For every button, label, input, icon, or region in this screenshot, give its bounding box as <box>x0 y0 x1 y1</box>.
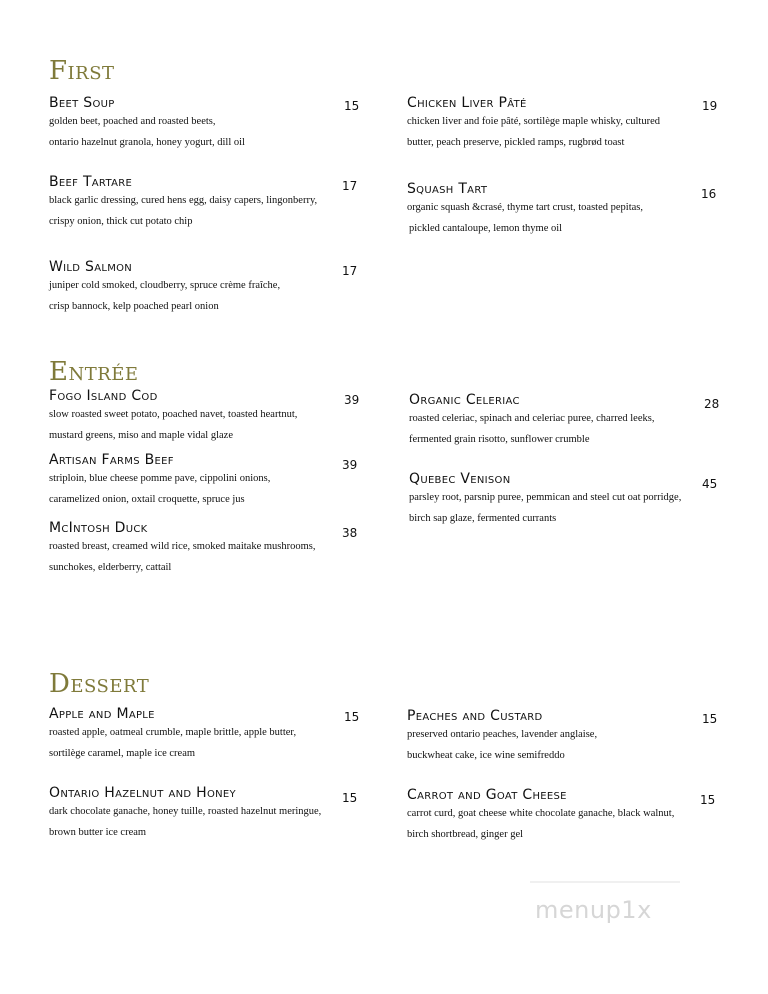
item-name: Wild Salmon <box>49 259 133 275</box>
menu-item <box>407 95 660 153</box>
item-desc-line: brown butter ice cream <box>49 827 147 838</box>
item-desc-line: crispy onion, thick cut potato chip <box>49 216 193 227</box>
item-name: Squash Tart <box>407 181 488 197</box>
item-name: Beet Soup <box>49 95 115 111</box>
item-desc-line: sortilège caramel, maple ice cream <box>49 748 196 759</box>
item-desc-line: caramelized onion, oxtail croquette, spruce jus <box>49 494 245 505</box>
item-price: 39 <box>344 393 360 407</box>
menu-item <box>409 392 654 450</box>
item-desc-line: crisp bannock, kelp poached pearl onion <box>49 301 219 312</box>
menu-item <box>407 181 643 239</box>
section-title-first: First <box>49 56 115 86</box>
item-name: Chicken Liver Pâté <box>407 95 527 111</box>
watermark-logo: menup1x <box>535 896 652 924</box>
item-desc-line: ontario hazelnut granola, honey yogurt, dill oil <box>49 137 245 148</box>
item-desc-line: golden beet, poached and roasted beets, <box>49 116 216 127</box>
item-desc-line: roasted apple, oatmeal crumble, maple brittle, apple butter, <box>49 727 297 738</box>
item-name: McIntosh Duck <box>49 520 148 536</box>
item-desc-line: buckwheat cake, ice wine semifreddo <box>407 750 565 761</box>
item-desc-line: parsley root, parsnip puree, pemmican and steel cut oat porridge, <box>409 492 682 503</box>
section-title-dessert: Dessert <box>49 669 150 699</box>
item-price: 15 <box>344 710 360 724</box>
item-name: Ontario Hazelnut and Honey <box>49 785 236 801</box>
menu-item <box>49 259 280 317</box>
item-price: 38 <box>342 526 358 540</box>
menu-item <box>407 787 674 845</box>
watermark-divider <box>530 881 680 883</box>
item-desc-line: juniper cold smoked, cloudberry, spruce crème fraîche, <box>49 280 281 291</box>
item-desc-line: carrot curd, goat cheese white chocolate ganache, black walnut, <box>407 808 675 819</box>
item-desc-line: slow roasted sweet potato, poached navet, toasted heartnut, <box>49 409 298 420</box>
item-desc-line: striploin, blue cheese pomme pave, cippolini onions, <box>49 473 271 484</box>
item-price: 19 <box>702 99 718 113</box>
item-price: 45 <box>702 477 718 491</box>
item-desc-line: pickled cantaloupe, lemon thyme oil <box>409 223 563 234</box>
item-name: Carrot and Goat Cheese <box>407 787 567 803</box>
menu-item <box>49 785 321 843</box>
menu-item <box>49 388 297 446</box>
item-price: 16 <box>701 187 717 201</box>
item-price: 15 <box>702 712 718 726</box>
item-desc-line: fermented grain risotto, sunflower crumble <box>409 434 590 445</box>
section-title-entree: Entrée <box>49 357 139 387</box>
item-desc-line: preserved ontario peaches, lavender anglaise, <box>407 729 598 740</box>
item-desc-line: roasted celeriac, spinach and celeriac puree, charred leeks, <box>409 413 655 424</box>
item-desc-line: dark chocolate ganache, honey tuille, roasted hazelnut meringue, <box>49 806 322 817</box>
item-price: 39 <box>342 458 358 472</box>
item-price: 15 <box>700 793 716 807</box>
item-name: Apple and Maple <box>49 706 155 722</box>
item-price: 15 <box>344 99 360 113</box>
item-name: Beef Tartare <box>49 174 133 190</box>
menu-item <box>49 706 296 764</box>
menu-item <box>49 174 317 232</box>
menu-item <box>49 95 245 153</box>
item-name: Quebec Venison <box>409 471 511 487</box>
item-desc-line: sunchokes, elderberry, cattail <box>49 562 172 573</box>
item-desc-line: butter, peach preserve, pickled ramps, rugbrød toast <box>407 137 625 148</box>
item-name: Organic Celeriac <box>409 392 520 408</box>
menu-item <box>49 520 316 578</box>
item-desc-line: birch shortbread, ginger gel <box>407 829 524 840</box>
item-desc-line: mustard greens, miso and maple vidal glaze <box>49 430 233 441</box>
item-name: Fogo Island Cod <box>49 388 158 404</box>
item-price: 17 <box>342 179 358 193</box>
item-price: 15 <box>342 791 358 805</box>
menu-item <box>407 708 597 766</box>
item-price: 17 <box>342 264 358 278</box>
item-desc-line: roasted breast, creamed wild rice, smoked maitake mushrooms, <box>49 541 316 552</box>
item-name: Artisan Farms Beef <box>49 452 174 468</box>
item-desc-line: organic squash &crasé, thyme tart crust, toasted pepitas, <box>407 202 643 213</box>
item-price: 28 <box>704 397 720 411</box>
item-desc-line: chicken liver and foie pâté, sortilège maple whisky, cultured <box>407 116 660 127</box>
menu-item <box>49 452 270 510</box>
item-name: Peaches and Custard <box>407 708 543 724</box>
item-desc-line: birch sap glaze, fermented currants <box>409 513 557 524</box>
menu-item <box>409 471 681 529</box>
item-desc-line: black garlic dressing, cured hens egg, daisy capers, lingonberry, <box>49 195 318 206</box>
